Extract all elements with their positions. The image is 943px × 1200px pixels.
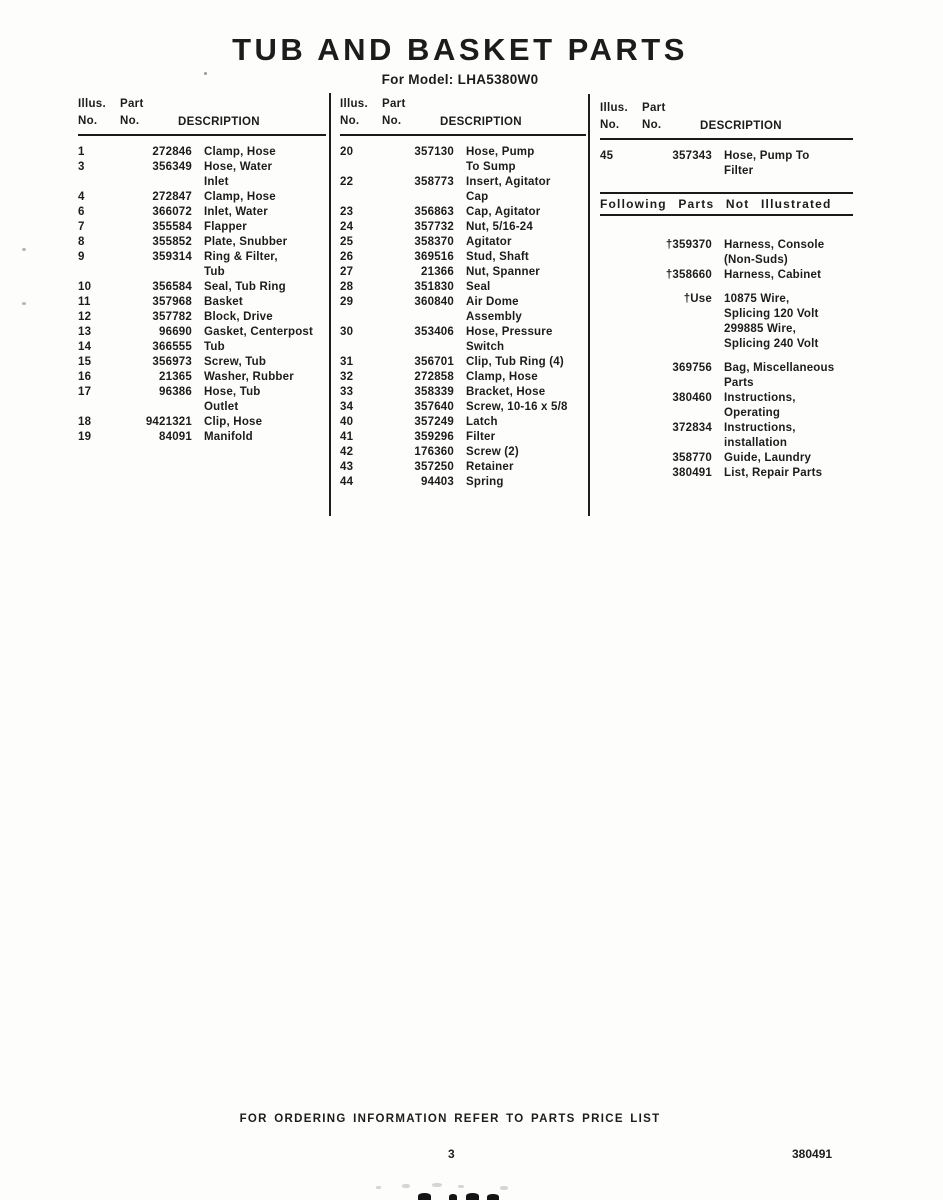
illus-no: 14 bbox=[78, 341, 92, 353]
parts-row bbox=[78, 340, 326, 355]
parts-column-2 bbox=[340, 96, 586, 490]
part-description: Latch bbox=[466, 416, 498, 428]
part-description: Nut, Spanner bbox=[466, 266, 540, 278]
part-description: Hose, Water Inlet bbox=[204, 161, 273, 188]
column-header bbox=[340, 96, 586, 136]
part-no: 176360 bbox=[414, 446, 454, 458]
illus-no bbox=[600, 391, 636, 421]
column-divider bbox=[588, 94, 590, 516]
part-description: Filter bbox=[466, 431, 496, 443]
illus-no: 30 bbox=[340, 326, 354, 338]
part-description: List, Repair Parts bbox=[724, 467, 823, 479]
illus-no bbox=[600, 421, 636, 451]
part-description: Instructions, Operating bbox=[724, 392, 796, 419]
part-no: 357968 bbox=[152, 296, 192, 308]
not-illustrated-heading-label: Following Parts Not Illustrated bbox=[600, 197, 832, 211]
part-description: Flapper bbox=[204, 221, 247, 233]
illus-no: 19 bbox=[78, 431, 92, 443]
part-no: 355852 bbox=[152, 236, 192, 248]
parts-row bbox=[78, 295, 326, 310]
illus-no: 4 bbox=[78, 191, 85, 203]
parts-row bbox=[78, 220, 326, 235]
illus-no bbox=[600, 238, 636, 268]
part-no: 380460 bbox=[672, 392, 712, 404]
part-description: Manifold bbox=[204, 431, 253, 443]
header-no-label: No. bbox=[340, 115, 360, 127]
not-illustrated-rows bbox=[600, 216, 853, 481]
illus-no: 15 bbox=[78, 356, 92, 368]
illus-no bbox=[600, 292, 636, 352]
parts-row bbox=[340, 385, 586, 400]
parts-row bbox=[340, 475, 586, 490]
illus-no: 16 bbox=[78, 371, 92, 383]
part-description: Inlet, Water bbox=[204, 206, 268, 218]
parts-row bbox=[600, 268, 853, 283]
part-description: Bracket, Hose bbox=[466, 386, 546, 398]
part-no: 369756 bbox=[672, 362, 712, 374]
part-no: 358773 bbox=[414, 176, 454, 188]
parts-row bbox=[340, 445, 586, 460]
column-header bbox=[600, 100, 853, 140]
illus-no: 10 bbox=[78, 281, 92, 293]
scan-speck bbox=[402, 1184, 410, 1188]
part-description: Nut, 5/16-24 bbox=[466, 221, 533, 233]
illus-no: 8 bbox=[78, 236, 85, 248]
page-edge-artifact bbox=[487, 1194, 499, 1200]
parts-row bbox=[78, 385, 326, 415]
illus-no bbox=[600, 361, 636, 391]
parts-row bbox=[340, 220, 586, 235]
part-no: 356584 bbox=[152, 281, 192, 293]
part-description: 10875 Wire, Splicing 120 Volt 299885 Wire, Splicing 240 Volt bbox=[724, 293, 819, 350]
illus-no: 33 bbox=[340, 386, 354, 398]
header-illus-label: Illus. bbox=[600, 102, 629, 114]
illus-no: 7 bbox=[78, 221, 85, 233]
parts-row bbox=[78, 355, 326, 370]
illus-no: 9 bbox=[78, 251, 85, 263]
parts-row bbox=[340, 370, 586, 385]
illus-no: 40 bbox=[340, 416, 354, 428]
parts-row bbox=[340, 265, 586, 280]
part-no: 372834 bbox=[672, 422, 712, 434]
parts-row bbox=[340, 415, 586, 430]
part-description: Guide, Laundry bbox=[724, 452, 812, 464]
part-description: Retainer bbox=[466, 461, 514, 473]
part-no: 358370 bbox=[414, 236, 454, 248]
part-description: Clamp, Hose bbox=[204, 146, 276, 158]
part-no: 369516 bbox=[414, 251, 454, 263]
illus-no: 28 bbox=[340, 281, 354, 293]
part-no: 356349 bbox=[152, 161, 192, 173]
doc-number: 380491 bbox=[792, 1147, 833, 1161]
illus-no: 23 bbox=[340, 206, 354, 218]
part-no: 356973 bbox=[152, 356, 192, 368]
parts-row bbox=[78, 280, 326, 295]
header-no-label: No. bbox=[120, 115, 140, 127]
illus-no bbox=[600, 268, 636, 283]
header-description-label: DESCRIPTION bbox=[440, 116, 522, 128]
parts-rows bbox=[340, 136, 586, 490]
part-no: 272858 bbox=[414, 371, 454, 383]
part-no: 357343 bbox=[672, 150, 712, 162]
header-illus-label: Illus. bbox=[78, 98, 107, 110]
part-description: Seal bbox=[466, 281, 491, 293]
illus-no bbox=[600, 451, 636, 466]
header-part-label: Part bbox=[642, 102, 666, 114]
illus-no: 20 bbox=[340, 146, 354, 158]
parts-row bbox=[78, 325, 326, 340]
parts-row bbox=[78, 310, 326, 325]
column-divider bbox=[329, 93, 331, 516]
part-description: Gasket, Centerpost bbox=[204, 326, 314, 338]
parts-row bbox=[600, 421, 853, 451]
part-no: 357782 bbox=[152, 311, 192, 323]
illus-no bbox=[600, 466, 636, 481]
part-no: 366555 bbox=[152, 341, 192, 353]
part-no: 357732 bbox=[414, 221, 454, 233]
parts-rows bbox=[600, 140, 853, 179]
part-no: 84091 bbox=[159, 431, 192, 443]
header-part-label: Part bbox=[382, 98, 406, 110]
parts-rows bbox=[78, 136, 326, 445]
part-description: Ring & Filter, Tub bbox=[204, 251, 278, 278]
parts-row bbox=[78, 160, 326, 190]
illus-no: 11 bbox=[78, 296, 91, 308]
header-illus-label: Illus. bbox=[340, 98, 369, 110]
parts-row bbox=[78, 370, 326, 385]
parts-row bbox=[340, 175, 586, 205]
part-description: Seal, Tub Ring bbox=[204, 281, 286, 293]
not-illustrated-heading bbox=[600, 192, 853, 216]
parts-row bbox=[600, 149, 853, 179]
parts-column-3 bbox=[600, 100, 853, 481]
part-no: †358660 bbox=[665, 269, 712, 281]
page-edge-artifact bbox=[418, 1193, 431, 1200]
part-description: Instructions, installation bbox=[724, 422, 796, 449]
part-description: Cap, Agitator bbox=[466, 206, 541, 218]
illus-no: 18 bbox=[78, 416, 92, 428]
page-subtitle: For Model: LHA5380W0 bbox=[381, 72, 539, 87]
part-description: Basket bbox=[204, 296, 243, 308]
illus-no: 27 bbox=[340, 266, 354, 278]
part-description: Bag, Miscellaneous Parts bbox=[724, 362, 835, 389]
header-description-label: DESCRIPTION bbox=[700, 120, 782, 132]
part-no: 353406 bbox=[414, 326, 454, 338]
illus-no: 44 bbox=[340, 476, 354, 488]
part-description: Harness, Cabinet bbox=[724, 269, 822, 281]
illus-no: 17 bbox=[78, 386, 92, 398]
part-no: 359314 bbox=[152, 251, 192, 263]
part-no: 351830 bbox=[414, 281, 454, 293]
parts-row bbox=[340, 205, 586, 220]
parts-row bbox=[340, 430, 586, 445]
page-number: 3 bbox=[448, 1147, 455, 1161]
illus-no: 12 bbox=[78, 311, 92, 323]
parts-row bbox=[340, 355, 586, 370]
part-no: †Use bbox=[683, 293, 712, 305]
part-no: †359370 bbox=[665, 239, 712, 251]
column-header bbox=[78, 96, 326, 136]
parts-row bbox=[340, 280, 586, 295]
part-no: 357130 bbox=[414, 146, 454, 158]
illus-no: 13 bbox=[78, 326, 92, 338]
part-no: 96690 bbox=[159, 326, 192, 338]
part-description: Insert, Agitator Cap bbox=[466, 176, 551, 203]
parts-row bbox=[78, 430, 326, 445]
parts-row bbox=[340, 460, 586, 475]
part-description: Washer, Rubber bbox=[204, 371, 294, 383]
scan-speck bbox=[22, 248, 26, 251]
illus-no: 29 bbox=[340, 296, 354, 308]
part-no: 272846 bbox=[152, 146, 192, 158]
illus-no: 6 bbox=[78, 206, 85, 218]
part-description: Hose, Pump To Filter bbox=[724, 150, 810, 177]
parts-row bbox=[340, 250, 586, 265]
part-description: Clip, Tub Ring (4) bbox=[466, 356, 564, 368]
part-no: 272847 bbox=[152, 191, 192, 203]
scan-speck bbox=[204, 72, 207, 75]
part-description: Clamp, Hose bbox=[204, 191, 276, 203]
parts-row bbox=[340, 295, 586, 325]
parts-row bbox=[600, 391, 853, 421]
parts-row bbox=[78, 415, 326, 430]
illus-no: 22 bbox=[340, 176, 354, 188]
header-no-label: No. bbox=[642, 119, 662, 131]
part-no: 366072 bbox=[152, 206, 192, 218]
scan-speck bbox=[376, 1186, 381, 1189]
page-edge-artifact bbox=[466, 1193, 479, 1200]
scan-speck bbox=[458, 1185, 464, 1188]
illus-no: 42 bbox=[340, 446, 354, 458]
parts-row bbox=[78, 250, 326, 280]
parts-row bbox=[340, 325, 586, 355]
part-description: Screw (2) bbox=[466, 446, 519, 458]
part-description: Hose, Tub Outlet bbox=[204, 386, 261, 413]
parts-row bbox=[600, 466, 853, 481]
part-description: Clamp, Hose bbox=[466, 371, 538, 383]
part-no: 21365 bbox=[159, 371, 192, 383]
part-description: Block, Drive bbox=[204, 311, 273, 323]
part-no: 21366 bbox=[421, 266, 454, 278]
part-description: Hose, Pump To Sump bbox=[466, 146, 535, 173]
parts-row bbox=[78, 235, 326, 250]
parts-row bbox=[78, 190, 326, 205]
part-no: 96386 bbox=[159, 386, 192, 398]
page-edge-artifact bbox=[449, 1194, 457, 1200]
header-no-label: No. bbox=[600, 119, 620, 131]
header-no-label: No. bbox=[382, 115, 402, 127]
scan-speck bbox=[432, 1183, 442, 1187]
illus-no: 32 bbox=[340, 371, 354, 383]
illus-no: 34 bbox=[340, 401, 354, 413]
part-description: Stud, Shaft bbox=[466, 251, 529, 263]
header-no-label: No. bbox=[78, 115, 98, 127]
part-description: Tub bbox=[204, 341, 225, 353]
parts-column-1 bbox=[78, 96, 326, 445]
page-title: TUB AND BASKET PARTS bbox=[232, 32, 688, 67]
part-no: 357250 bbox=[414, 461, 454, 473]
part-description: Clip, Hose bbox=[204, 416, 263, 428]
scan-speck bbox=[500, 1186, 508, 1190]
parts-row bbox=[340, 235, 586, 250]
parts-row bbox=[340, 400, 586, 415]
part-no: 356701 bbox=[414, 356, 454, 368]
part-no: 356863 bbox=[414, 206, 454, 218]
illus-no: 26 bbox=[340, 251, 354, 263]
illus-no: 45 bbox=[600, 150, 614, 162]
part-no: 380491 bbox=[672, 467, 712, 479]
illus-no: 31 bbox=[340, 356, 354, 368]
illus-no: 24 bbox=[340, 221, 354, 233]
part-description: Hose, Pressure Switch bbox=[466, 326, 553, 353]
part-no: 358770 bbox=[672, 452, 712, 464]
part-description: Screw, Tub bbox=[204, 356, 267, 368]
header-part-label: Part bbox=[120, 98, 144, 110]
illus-no: 41 bbox=[340, 431, 354, 443]
part-no: 94403 bbox=[421, 476, 454, 488]
part-no: 360840 bbox=[414, 296, 454, 308]
part-no: 9421321 bbox=[145, 416, 192, 428]
illus-no: 1 bbox=[78, 146, 85, 158]
illus-no: 3 bbox=[78, 161, 85, 173]
part-description: Spring bbox=[466, 476, 504, 488]
illus-no: 43 bbox=[340, 461, 354, 473]
parts-row bbox=[600, 361, 853, 391]
part-description: Air Dome Assembly bbox=[466, 296, 522, 323]
illus-no: 25 bbox=[340, 236, 354, 248]
part-description: Harness, Console (Non-Suds) bbox=[724, 239, 825, 266]
part-description: Agitator bbox=[466, 236, 512, 248]
scan-speck bbox=[22, 302, 26, 305]
header-description-label: DESCRIPTION bbox=[178, 116, 260, 128]
part-description: Plate, Snubber bbox=[204, 236, 288, 248]
parts-row bbox=[600, 451, 853, 466]
part-no: 357640 bbox=[414, 401, 454, 413]
part-no: 358339 bbox=[414, 386, 454, 398]
part-no: 359296 bbox=[414, 431, 454, 443]
parts-row bbox=[78, 145, 326, 160]
parts-row bbox=[78, 205, 326, 220]
part-description: Screw, 10-16 x 5/8 bbox=[466, 401, 568, 413]
parts-row bbox=[340, 145, 586, 175]
ordering-note: FOR ORDERING INFORMATION REFER TO PARTS PRICE LIST bbox=[239, 1113, 661, 1125]
parts-row bbox=[600, 238, 853, 268]
parts-row bbox=[600, 292, 853, 352]
part-no: 355584 bbox=[152, 221, 192, 233]
part-no: 357249 bbox=[414, 416, 454, 428]
